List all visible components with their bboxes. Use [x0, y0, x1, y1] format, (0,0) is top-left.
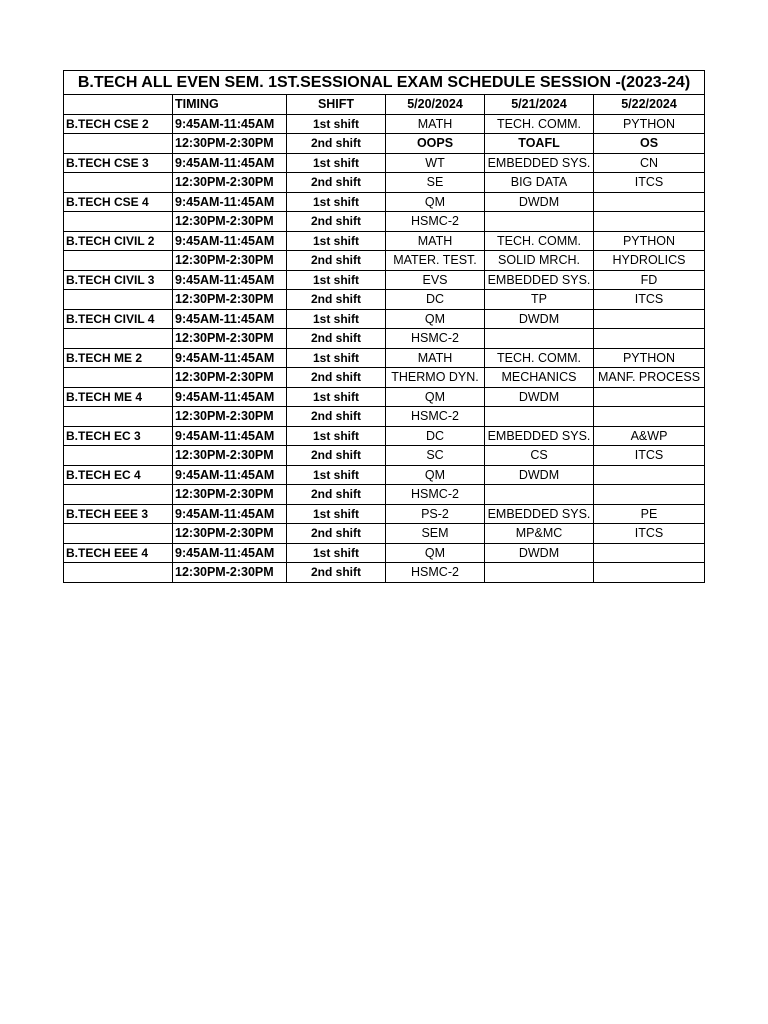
timing-cell: 12:30PM-2:30PM [173, 290, 287, 310]
header-shift: SHIFT [287, 95, 386, 115]
date-1-subject-cell: SE [386, 173, 485, 193]
date-1-subject-cell: SEM [386, 524, 485, 544]
timing-cell: 12:30PM-2:30PM [173, 563, 287, 583]
date-2-subject-cell: DWDM [485, 192, 594, 212]
timing-cell: 12:30PM-2:30PM [173, 212, 287, 232]
table-row [64, 290, 705, 310]
timing-cell: 9:45AM-11:45AM [173, 348, 287, 368]
timing-cell: 9:45AM-11:45AM [173, 465, 287, 485]
batch-cell: B.TECH ME 4 [64, 387, 173, 407]
date-3-subject-cell: ITCS [594, 173, 705, 193]
timing-cell: 9:45AM-11:45AM [173, 114, 287, 134]
timing-cell: 12:30PM-2:30PM [173, 134, 287, 154]
header-date-3: 5/22/2024 [594, 95, 705, 115]
date-3-subject-cell [594, 407, 705, 427]
table-row [64, 426, 705, 446]
shift-cell: 1st shift [287, 153, 386, 173]
date-1-subject-cell: QM [386, 309, 485, 329]
shift-cell: 2nd shift [287, 173, 386, 193]
date-3-subject-cell: PE [594, 504, 705, 524]
batch-cell: B.TECH EEE 4 [64, 543, 173, 563]
table-row [64, 192, 705, 212]
batch-cell: B.TECH CSE 2 [64, 114, 173, 134]
shift-cell: 1st shift [287, 309, 386, 329]
shift-cell: 1st shift [287, 348, 386, 368]
date-2-subject-cell: EMBEDDED SYS. [485, 153, 594, 173]
date-3-subject-cell: ITCS [594, 290, 705, 310]
timing-cell: 12:30PM-2:30PM [173, 368, 287, 388]
batch-cell: B.TECH CIVIL 4 [64, 309, 173, 329]
header-date-2: 5/21/2024 [485, 95, 594, 115]
table-row [64, 329, 705, 349]
date-3-subject-cell [594, 485, 705, 505]
date-2-subject-cell: DWDM [485, 387, 594, 407]
table-row [64, 368, 705, 388]
date-2-subject-cell: EMBEDDED SYS. [485, 426, 594, 446]
shift-cell: 2nd shift [287, 407, 386, 427]
title-row [64, 71, 705, 95]
batch-cell: B.TECH CIVIL 3 [64, 270, 173, 290]
shift-cell: 2nd shift [287, 251, 386, 271]
timing-cell: 9:45AM-11:45AM [173, 153, 287, 173]
batch-cell [64, 173, 173, 193]
shift-cell: 1st shift [287, 270, 386, 290]
timing-cell: 9:45AM-11:45AM [173, 192, 287, 212]
schedule-body [64, 114, 705, 582]
date-3-subject-cell [594, 309, 705, 329]
date-1-subject-cell: QM [386, 387, 485, 407]
timing-cell: 9:45AM-11:45AM [173, 543, 287, 563]
schedule-title: B.TECH ALL EVEN SEM. 1ST.SESSIONAL EXAM SCHEDULE SESSION -(2023-24) [64, 71, 705, 95]
timing-cell: 12:30PM-2:30PM [173, 485, 287, 505]
table-row [64, 212, 705, 232]
timing-cell: 12:30PM-2:30PM [173, 524, 287, 544]
date-3-subject-cell: PYTHON [594, 348, 705, 368]
date-2-subject-cell: TECH. COMM. [485, 348, 594, 368]
timing-cell: 12:30PM-2:30PM [173, 173, 287, 193]
shift-cell: 1st shift [287, 192, 386, 212]
date-2-subject-cell: SOLID MRCH. [485, 251, 594, 271]
shift-cell: 1st shift [287, 387, 386, 407]
date-1-subject-cell: HSMC-2 [386, 329, 485, 349]
date-2-subject-cell: TECH. COMM. [485, 231, 594, 251]
date-2-subject-cell: TECH. COMM. [485, 114, 594, 134]
timing-cell: 9:45AM-11:45AM [173, 309, 287, 329]
batch-cell: B.TECH EEE 3 [64, 504, 173, 524]
date-2-subject-cell [485, 485, 594, 505]
table-row [64, 543, 705, 563]
shift-cell: 1st shift [287, 114, 386, 134]
date-3-subject-cell: MANF. PROCESS [594, 368, 705, 388]
shift-cell: 1st shift [287, 231, 386, 251]
date-1-subject-cell: QM [386, 192, 485, 212]
batch-cell [64, 446, 173, 466]
date-3-subject-cell [594, 387, 705, 407]
date-2-subject-cell: BIG DATA [485, 173, 594, 193]
header-row [64, 95, 705, 115]
batch-cell [64, 251, 173, 271]
header-batch [64, 95, 173, 115]
batch-cell: B.TECH EC 4 [64, 465, 173, 485]
date-2-subject-cell: EMBEDDED SYS. [485, 504, 594, 524]
date-1-subject-cell: HSMC-2 [386, 563, 485, 583]
table-row [64, 270, 705, 290]
table-row [64, 309, 705, 329]
table-row [64, 114, 705, 134]
date-3-subject-cell: ITCS [594, 446, 705, 466]
date-1-subject-cell: THERMO DYN. [386, 368, 485, 388]
shift-cell: 2nd shift [287, 485, 386, 505]
table-row [64, 134, 705, 154]
shift-cell: 2nd shift [287, 134, 386, 154]
date-1-subject-cell: OOPS [386, 134, 485, 154]
timing-cell: 9:45AM-11:45AM [173, 504, 287, 524]
batch-cell [64, 524, 173, 544]
timing-cell: 12:30PM-2:30PM [173, 407, 287, 427]
date-3-subject-cell [594, 212, 705, 232]
date-1-subject-cell: QM [386, 543, 485, 563]
date-3-subject-cell: ITCS [594, 524, 705, 544]
date-3-subject-cell: OS [594, 134, 705, 154]
timing-cell: 9:45AM-11:45AM [173, 231, 287, 251]
date-1-subject-cell: HSMC-2 [386, 212, 485, 232]
date-3-subject-cell: FD [594, 270, 705, 290]
date-3-subject-cell [594, 329, 705, 349]
date-2-subject-cell: EMBEDDED SYS. [485, 270, 594, 290]
date-1-subject-cell: DC [386, 290, 485, 310]
date-2-subject-cell: TP [485, 290, 594, 310]
batch-cell: B.TECH EC 3 [64, 426, 173, 446]
header-date-1: 5/20/2024 [386, 95, 485, 115]
date-2-subject-cell: MP&MC [485, 524, 594, 544]
batch-cell [64, 407, 173, 427]
shift-cell: 1st shift [287, 543, 386, 563]
table-row [64, 387, 705, 407]
batch-cell [64, 368, 173, 388]
date-2-subject-cell [485, 407, 594, 427]
date-1-subject-cell: DC [386, 426, 485, 446]
batch-cell: B.TECH ME 2 [64, 348, 173, 368]
timing-cell: 9:45AM-11:45AM [173, 426, 287, 446]
shift-cell: 2nd shift [287, 563, 386, 583]
date-3-subject-cell: PYTHON [594, 114, 705, 134]
date-3-subject-cell: HYDROLICS [594, 251, 705, 271]
table-row [64, 504, 705, 524]
shift-cell: 2nd shift [287, 212, 386, 232]
date-1-subject-cell: MATH [386, 348, 485, 368]
date-3-subject-cell: PYTHON [594, 231, 705, 251]
date-2-subject-cell: DWDM [485, 465, 594, 485]
shift-cell: 2nd shift [287, 329, 386, 349]
date-2-subject-cell: DWDM [485, 309, 594, 329]
table-row [64, 563, 705, 583]
date-2-subject-cell: CS [485, 446, 594, 466]
batch-cell: B.TECH CSE 3 [64, 153, 173, 173]
header-timing: TIMING [173, 95, 287, 115]
date-2-subject-cell [485, 212, 594, 232]
table-row [64, 251, 705, 271]
date-3-subject-cell: CN [594, 153, 705, 173]
date-3-subject-cell [594, 192, 705, 212]
batch-cell [64, 563, 173, 583]
date-1-subject-cell: QM [386, 465, 485, 485]
date-2-subject-cell [485, 563, 594, 583]
date-2-subject-cell: DWDM [485, 543, 594, 563]
table-row [64, 465, 705, 485]
table-row [64, 153, 705, 173]
date-1-subject-cell: EVS [386, 270, 485, 290]
date-2-subject-cell: MECHANICS [485, 368, 594, 388]
shift-cell: 1st shift [287, 465, 386, 485]
timing-cell: 12:30PM-2:30PM [173, 251, 287, 271]
table-row [64, 348, 705, 368]
shift-cell: 2nd shift [287, 446, 386, 466]
date-3-subject-cell [594, 563, 705, 583]
schedule-sheet [63, 70, 705, 583]
date-3-subject-cell: A&WP [594, 426, 705, 446]
table-row [64, 407, 705, 427]
date-1-subject-cell: WT [386, 153, 485, 173]
timing-cell: 12:30PM-2:30PM [173, 446, 287, 466]
batch-cell [64, 485, 173, 505]
date-1-subject-cell: MATH [386, 231, 485, 251]
timing-cell: 9:45AM-11:45AM [173, 270, 287, 290]
date-1-subject-cell: MATH [386, 114, 485, 134]
table-row [64, 446, 705, 466]
date-3-subject-cell [594, 465, 705, 485]
shift-cell: 2nd shift [287, 368, 386, 388]
shift-cell: 1st shift [287, 426, 386, 446]
batch-cell [64, 329, 173, 349]
batch-cell: B.TECH CSE 4 [64, 192, 173, 212]
batch-cell [64, 212, 173, 232]
shift-cell: 1st shift [287, 504, 386, 524]
batch-cell: B.TECH CIVIL 2 [64, 231, 173, 251]
table-row [64, 231, 705, 251]
date-2-subject-cell [485, 329, 594, 349]
date-1-subject-cell: PS-2 [386, 504, 485, 524]
timing-cell: 9:45AM-11:45AM [173, 387, 287, 407]
date-2-subject-cell: TOAFL [485, 134, 594, 154]
table-row [64, 173, 705, 193]
table-row [64, 485, 705, 505]
table-row [64, 524, 705, 544]
date-1-subject-cell: MATER. TEST. [386, 251, 485, 271]
timing-cell: 12:30PM-2:30PM [173, 329, 287, 349]
batch-cell [64, 290, 173, 310]
batch-cell [64, 134, 173, 154]
date-3-subject-cell [594, 543, 705, 563]
date-1-subject-cell: SC [386, 446, 485, 466]
date-1-subject-cell: HSMC-2 [386, 407, 485, 427]
date-1-subject-cell: HSMC-2 [386, 485, 485, 505]
shift-cell: 2nd shift [287, 290, 386, 310]
shift-cell: 2nd shift [287, 524, 386, 544]
exam-schedule-table [63, 70, 705, 583]
